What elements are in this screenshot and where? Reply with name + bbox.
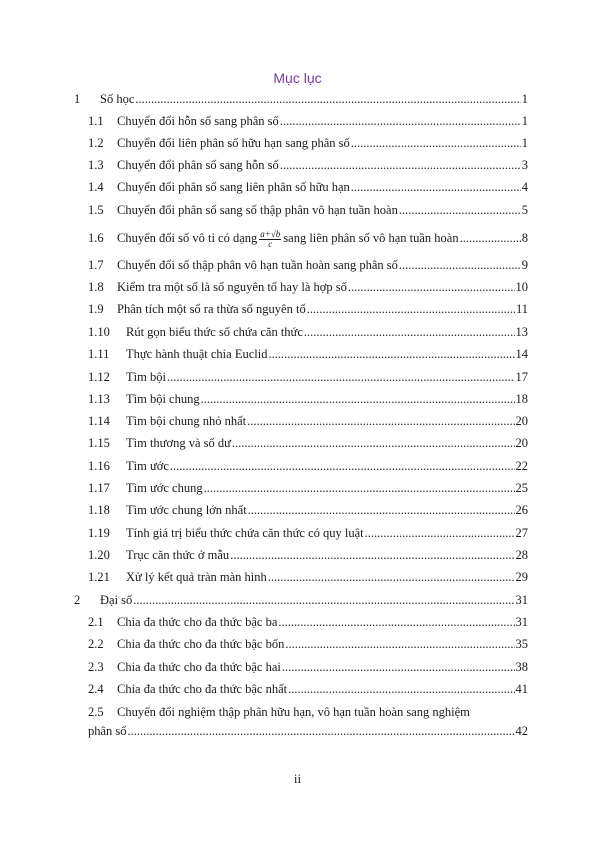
toc-number: 2.5 xyxy=(88,705,104,719)
toc-page: 14 xyxy=(515,347,528,361)
toc-entry-1-10[interactable] xyxy=(74,323,528,341)
toc-title: Tìm thương và số dư xyxy=(126,436,231,450)
toc-number: 1.12 xyxy=(88,370,110,384)
dot-leader xyxy=(204,479,515,497)
toc-title: Chuyển đổi liên phân số hữu hạn sang phân số xyxy=(117,136,350,150)
toc-page: 25 xyxy=(515,481,528,495)
toc-page: 1 xyxy=(521,92,528,106)
toc-entry-2-1[interactable] xyxy=(74,613,528,631)
toc-page: 38 xyxy=(515,660,528,674)
toc-number: 1.21 xyxy=(88,570,110,584)
toc-title: Chia đa thức cho đa thức bậc nhất xyxy=(117,682,288,696)
dot-leader xyxy=(365,524,515,542)
dot-leader xyxy=(351,134,521,152)
toc-number: 1.9 xyxy=(88,302,104,316)
toc-page: 22 xyxy=(515,459,528,473)
dot-leader xyxy=(248,501,515,519)
fraction-denominator: c xyxy=(268,238,273,249)
page-number: ii xyxy=(293,771,302,786)
toc-page: 10 xyxy=(515,280,528,294)
toc-number: 1.11 xyxy=(88,347,110,361)
toc-title: Chuyển đổi nghiệm thập phân hữu hạn, vô hạn tuần hoàn sang nghiệm xyxy=(117,705,470,719)
toc-entry-1-12[interactable] xyxy=(74,368,528,386)
toc-page: 13 xyxy=(515,325,528,339)
toc-number: 1.1 xyxy=(88,114,104,128)
toc-entry-1-17[interactable] xyxy=(74,479,528,497)
toc-number: 1.15 xyxy=(88,436,110,450)
toc-number: 1.2 xyxy=(88,136,104,150)
toc-number: 1.4 xyxy=(88,180,104,194)
toc-title: Xử lý kết quả tràn màn hình xyxy=(126,570,267,584)
toc-entry-2-5-continued[interactable] xyxy=(74,722,528,740)
toc-page: 31 xyxy=(515,593,528,607)
toc-page: 1 xyxy=(521,136,528,150)
toc-title: Thực hành thuật chia Euclid xyxy=(126,347,268,361)
toc-page: 31 xyxy=(515,615,528,629)
dot-leader xyxy=(201,390,515,408)
toc-number: 1.17 xyxy=(88,481,110,495)
toc-entry-1-3[interactable] xyxy=(74,156,528,174)
toc-number: 1 xyxy=(74,92,81,106)
dot-leader xyxy=(399,201,521,219)
toc-page: 3 xyxy=(521,158,528,172)
toc-page: 4 xyxy=(521,180,528,194)
toc-entry-1-11[interactable] xyxy=(74,345,528,363)
toc-page: 18 xyxy=(515,392,528,406)
toc-title: Tìm bội chung xyxy=(126,392,200,406)
dot-leader xyxy=(280,156,521,174)
toc-page: 26 xyxy=(515,503,528,517)
toc-title xyxy=(117,229,459,249)
toc-title: Tìm ước chung xyxy=(126,481,203,495)
toc-title: Chia đa thức cho đa thức bậc ba xyxy=(117,615,278,629)
toc-title: Tính giá trị biểu thức chứa căn thức có quy luật xyxy=(126,526,364,540)
toc-page: 9 xyxy=(521,258,528,272)
toc-chapter-1[interactable] xyxy=(74,90,528,108)
dot-leader xyxy=(278,613,514,631)
dot-leader xyxy=(399,256,521,274)
toc-title: Tìm bội chung nhỏ nhất xyxy=(126,414,247,428)
toc-title: Chuyển đổi số thập phân vô hạn tuần hoàn sang phân số xyxy=(117,258,398,272)
toc-entry-1-8[interactable] xyxy=(74,278,528,296)
dot-leader xyxy=(268,345,514,363)
toc-number: 1.3 xyxy=(88,158,104,172)
toc-entry-1-21[interactable] xyxy=(74,568,528,586)
toc-page: 41 xyxy=(515,682,528,696)
toc-number: 1.18 xyxy=(88,503,110,517)
toc-number: 2 xyxy=(74,593,81,607)
toc-number: 1.7 xyxy=(88,258,104,272)
toc-number: 1.8 xyxy=(88,280,104,294)
toc-page: 5 xyxy=(521,203,528,217)
toc-title: Chuyển đổi phân số sang hỗn số xyxy=(117,158,279,172)
toc-page: 27 xyxy=(515,526,528,540)
toc-entry-1-18[interactable] xyxy=(74,501,528,519)
toc-number: 1.16 xyxy=(88,459,110,473)
toc-page: 20 xyxy=(515,436,528,450)
dot-leader xyxy=(282,658,515,676)
toc-title: Tìm bội xyxy=(126,370,166,384)
toc-entry-1-7[interactable] xyxy=(74,256,528,274)
dot-leader xyxy=(128,722,515,740)
dot-leader xyxy=(280,112,521,130)
toc-entry-1-1[interactable] xyxy=(74,112,528,130)
toc-title: Tìm ước chung lớn nhất xyxy=(126,503,247,517)
toc-number: 1.5 xyxy=(88,203,104,217)
dot-leader xyxy=(135,90,520,108)
toc-entry-2-5[interactable] xyxy=(74,703,528,721)
toc-number: 1.14 xyxy=(88,414,110,428)
toc-number: 2.1 xyxy=(88,615,104,629)
toc-title: Chia đa thức cho đa thức bậc bốn xyxy=(117,637,285,651)
toc-page: 11 xyxy=(515,302,528,316)
toc-entry-1-2[interactable] xyxy=(74,134,528,152)
dot-leader xyxy=(268,568,515,586)
toc-entry-1-20[interactable] xyxy=(74,546,528,564)
dot-leader xyxy=(304,323,515,341)
toc-entry-1-14[interactable] xyxy=(74,412,528,430)
toc-title: Trục căn thức ở mẫu xyxy=(126,548,230,562)
toc-title-continued: phân số xyxy=(88,724,127,738)
toc-number: 2.2 xyxy=(88,637,104,651)
toc-title-after: sang liên phân số vô hạn tuần hoàn xyxy=(283,231,459,245)
toc-page: 35 xyxy=(515,637,528,651)
toc-page: 20 xyxy=(515,414,528,428)
toc-page: 8 xyxy=(521,231,528,245)
toc-title: Rút gọn biểu thức số chứa căn thức xyxy=(126,325,303,339)
toc-title: Đại số xyxy=(100,593,133,607)
toc-entry-1-16[interactable] xyxy=(74,457,528,475)
dot-leader xyxy=(247,412,514,430)
toc-entry-2-3[interactable] xyxy=(74,658,528,676)
toc-page: 29 xyxy=(515,570,528,584)
toc-entry-1-4[interactable] xyxy=(74,178,528,196)
toc-chapter-2[interactable] xyxy=(74,591,528,609)
toc-entry-2-2[interactable] xyxy=(74,635,528,653)
toc-title: Số học xyxy=(100,92,135,106)
dot-leader xyxy=(288,680,514,698)
toc-page: 1 xyxy=(521,114,528,128)
toc-entry-2-4[interactable] xyxy=(74,680,528,698)
toc-number: 2.4 xyxy=(88,682,104,696)
toc-page: 17 xyxy=(515,370,528,384)
dot-leader xyxy=(351,178,521,196)
fraction xyxy=(259,230,281,249)
page-title: Mục lục xyxy=(273,70,322,86)
toc-number: 1.13 xyxy=(88,392,110,406)
dot-leader xyxy=(230,546,514,564)
dot-leader xyxy=(133,591,514,609)
dot-leader xyxy=(348,278,515,296)
toc-page: 42 xyxy=(515,724,528,738)
dot-leader xyxy=(307,300,515,318)
toc-title-before: Chuyển đổi số vô tỉ có dạng xyxy=(117,231,258,245)
dot-leader xyxy=(285,635,514,653)
dot-leader xyxy=(170,457,515,475)
toc-title: Chuyển đổi phân số sang liên phân số hữu hạn xyxy=(117,180,350,194)
toc-entry-1-6[interactable] xyxy=(74,229,528,247)
toc-title: Chuyển đổi hỗn số sang phân số xyxy=(117,114,279,128)
toc-entry-1-5[interactable] xyxy=(74,201,528,219)
toc-number: 1.10 xyxy=(88,325,110,339)
toc-title: Kiểm tra một số là số nguyên tố hay là hợp số xyxy=(117,280,347,294)
fraction-numerator: a+√b xyxy=(260,228,281,239)
toc-entry-1-13[interactable] xyxy=(74,390,528,408)
toc-entry-1-9[interactable] xyxy=(74,300,528,318)
toc-entry-1-15[interactable] xyxy=(74,434,528,452)
toc-number: 2.3 xyxy=(88,660,104,674)
toc-page: 28 xyxy=(515,548,528,562)
toc-number: 1.6 xyxy=(88,231,104,245)
dot-leader xyxy=(232,434,515,452)
dot-leader xyxy=(460,229,521,247)
toc-title: Phân tích một số ra thừa số nguyên tố xyxy=(117,302,306,316)
toc-title: Chuyển đổi phân số sang số thập phân vô hạn tuần hoàn xyxy=(117,203,398,217)
toc-title: Chia đa thức cho đa thức bậc hai xyxy=(117,660,281,674)
toc-title: Tìm ước xyxy=(126,459,169,473)
toc-number: 1.20 xyxy=(88,548,110,562)
toc-entry-1-19[interactable] xyxy=(74,524,528,542)
toc-number: 1.19 xyxy=(88,526,110,540)
dot-leader xyxy=(167,368,515,386)
